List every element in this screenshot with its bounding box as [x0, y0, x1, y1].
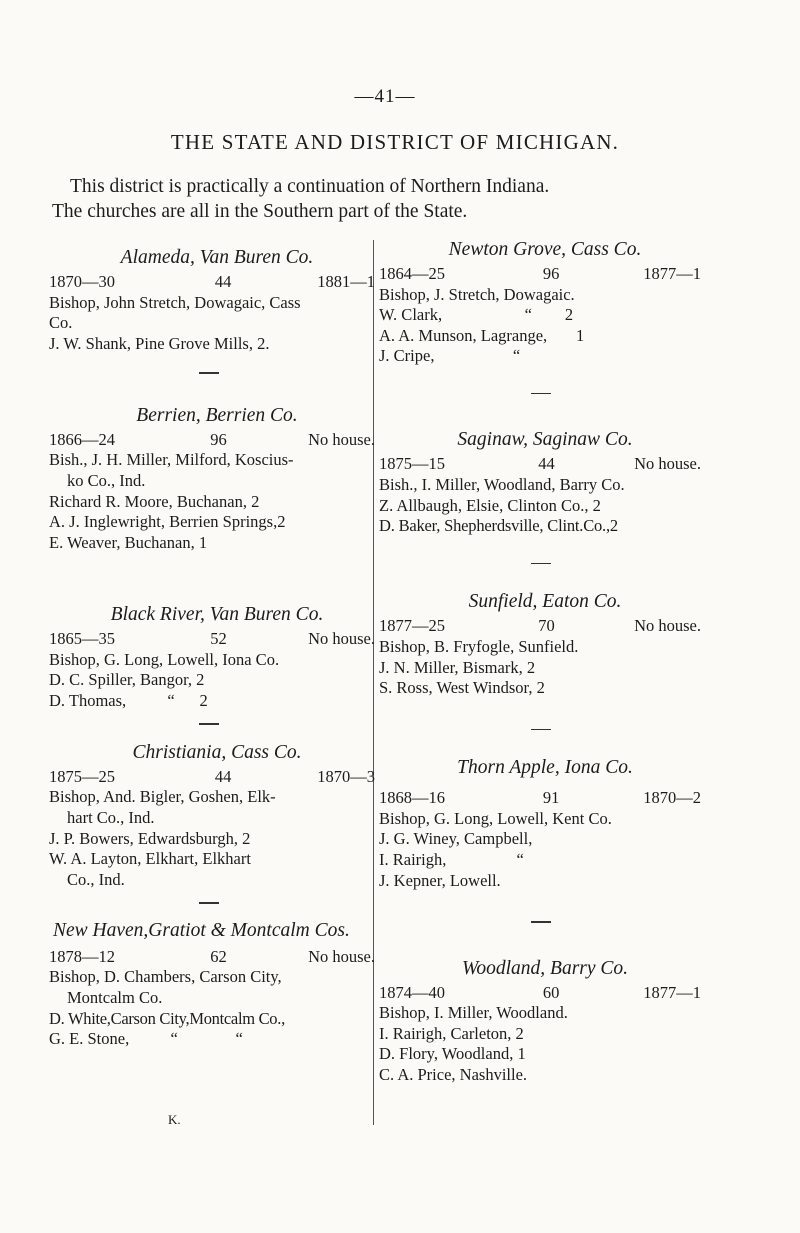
stat-house: No house. — [308, 429, 375, 449]
minister-line: J. G. Winey, Campbell, — [379, 829, 533, 849]
minister-line: S. Ross, West Windsor, 2 — [379, 678, 545, 698]
church-entry-berrien — [49, 404, 375, 554]
minister-line: I. Rairigh, “ — [379, 850, 524, 869]
church-entry-black-river — [49, 603, 375, 711]
church-name: Saginaw, Saginaw Co. — [457, 429, 633, 451]
minister-line: C. A. Price, Nashville. — [379, 1065, 528, 1085]
minister-line: Bishop, I. Miller, Woodland. — [379, 1003, 568, 1023]
stat-members: 91 — [542, 788, 560, 808]
section-separator — [531, 729, 551, 731]
stat-members: 62 — [210, 946, 227, 966]
minister-line: Bishop, G. Long, Lowell, Kent Co. — [379, 808, 612, 828]
stat-members: 96 — [210, 429, 227, 449]
church-stats — [379, 616, 701, 637]
stat-members: 70 — [538, 616, 555, 636]
minister-line: Montcalm Co. — [67, 988, 163, 1008]
section-separator — [531, 921, 551, 923]
stat-organized: 1866—24 — [49, 429, 115, 449]
minister-line: A. J. Inglewright, Berrien Springs,2 — [49, 512, 286, 532]
church-entry-saginaw — [379, 428, 701, 536]
church-entry-thorn-apple — [379, 756, 701, 891]
church-name: New Haven,Gratiot & Montcalm Cos. — [53, 919, 350, 941]
stat-house: 1877—1 — [643, 264, 701, 283]
stat-organized: 1877—25 — [379, 616, 445, 636]
stat-house: No house. — [634, 454, 701, 474]
church-entry-new-haven — [49, 918, 375, 1050]
section-separator — [199, 902, 219, 904]
stat-house: 1881—1 — [317, 272, 375, 291]
church-stats — [379, 454, 701, 475]
church-stats — [49, 767, 375, 788]
stat-members: 52 — [210, 628, 227, 648]
church-name: Christiania, Cass Co. — [132, 741, 302, 763]
left-column — [49, 246, 375, 1050]
minister-line: Richard R. Moore, Buchanan, 2 — [49, 491, 260, 511]
stat-members: 44 — [214, 766, 232, 786]
stat-house: No house. — [308, 946, 375, 966]
stat-house: 1877—1 — [643, 982, 701, 1002]
stat-house: No house. — [634, 616, 701, 636]
minister-line: D. C. Spiller, Bangor, 2 — [49, 670, 205, 690]
church-stats — [49, 629, 375, 650]
minister-line: Bishop, And. Bigler, Goshen, Elk- — [49, 787, 276, 807]
minister-line: Co., Ind. — [67, 869, 125, 889]
church-stats — [379, 264, 701, 285]
church-name: Sunfield, Eaton Co. — [468, 591, 622, 613]
church-name: Black River, Van Buren Co. — [110, 603, 324, 625]
church-entry-christiania — [49, 741, 375, 891]
section-separator — [531, 563, 551, 565]
church-entry-newton-grove — [379, 238, 701, 367]
section-separator — [199, 372, 219, 374]
church-stats — [49, 272, 375, 293]
minister-line: Bishop, D. Chambers, Carson City, — [49, 967, 282, 987]
church-name: Woodland, Barry Co. — [461, 957, 629, 979]
church-stats — [379, 788, 701, 809]
church-entry-woodland — [379, 957, 701, 1086]
minister-line: G. E. Stone, “ “ — [49, 1029, 243, 1049]
minister-line: D. White,Carson City,Montcalm Co., — [49, 1008, 285, 1028]
minister-line: Bish., I. Miller, Woodland, Barry Co. — [379, 475, 625, 495]
minister-line: Bish., J. H. Miller, Milford, Koscius- — [49, 450, 294, 470]
church-name: Thorn Apple, Iona Co. — [457, 757, 633, 779]
church-entry-sunfield — [379, 590, 701, 698]
minister-line: J. Kepner, Lowell. — [379, 870, 501, 890]
church-stats — [379, 983, 701, 1004]
minister-line: Bishop, B. Fryfogle, Sunfield. — [379, 636, 579, 656]
church-name: Newton Grove, Cass Co. — [448, 239, 642, 260]
stat-organized: 1864—25 — [379, 264, 445, 283]
minister-line: ko Co., Ind. — [67, 471, 146, 491]
section-separator — [199, 723, 219, 725]
minister-line: D. Flory, Woodland, 1 — [379, 1044, 526, 1064]
stat-organized: 1875—25 — [49, 766, 115, 786]
church-name: Alameda, Van Buren Co. — [120, 247, 314, 268]
intro-paragraph — [52, 174, 752, 224]
page-title: THE STATE AND DISTRICT OF MICHIGAN. — [170, 130, 620, 154]
minister-line: J. N. Miller, Bismark, 2 — [379, 657, 536, 677]
right-column — [379, 238, 701, 1086]
stat-house: 1870—2 — [643, 788, 701, 808]
stat-organized: 1865—35 — [49, 628, 115, 648]
minister-line: D. Thomas, “ 2 — [49, 690, 208, 710]
minister-line: J. Cripe, “ — [379, 346, 521, 366]
stat-organized: 1868—16 — [379, 788, 445, 808]
church-stats — [49, 947, 375, 968]
stat-members: 44 — [214, 272, 232, 291]
stat-members: 96 — [542, 264, 560, 283]
section-separator — [199, 571, 219, 573]
page-number: —41— — [354, 86, 416, 107]
minister-line: E. Weaver, Buchanan, 1 — [49, 532, 208, 552]
minister-line: D. Baker, Shepherdsville, Clint.Co.,2 — [379, 516, 618, 536]
stat-members: 60 — [542, 982, 560, 1002]
minister-line: W. A. Layton, Elkhart, Elkhart — [49, 849, 251, 869]
stat-organized: 1870—30 — [49, 272, 115, 291]
church-entry-alameda — [49, 246, 375, 354]
section-separator — [531, 393, 551, 395]
minister-line: I. Rairigh, Carleton, 2 — [379, 1023, 524, 1043]
minister-line: J. W. Shank, Pine Grove Mills, 2. — [49, 333, 270, 353]
intro-line: This district is practically a continuation of Northern Indiana. — [70, 176, 550, 197]
signature-mark: K. — [168, 1112, 181, 1127]
minister-line: J. P. Bowers, Edwardsburgh, 2 — [49, 828, 251, 848]
church-stats — [49, 430, 375, 451]
church-name: Berrien, Berrien Co. — [136, 404, 298, 426]
minister-line: Bishop, John Stretch, Dowagaic, Cass — [49, 292, 301, 312]
stat-organized: 1875—15 — [379, 454, 445, 474]
minister-line: Co. — [49, 313, 73, 333]
minister-line: Z. Allbaugh, Elsie, Clinton Co., 2 — [379, 495, 601, 515]
minister-line: W. Clark, “ 2 — [379, 305, 574, 325]
minister-line: hart Co., Ind. — [67, 808, 155, 827]
minister-line: A. A. Munson, Lagrange, 1 — [379, 325, 585, 345]
stat-members: 44 — [538, 454, 555, 474]
stat-organized: 1878—12 — [49, 946, 115, 966]
minister-line: Bishop, G. Long, Lowell, Iona Co. — [49, 649, 280, 669]
stat-house: No house. — [308, 628, 375, 648]
stat-organized: 1874—40 — [379, 982, 445, 1002]
minister-line: Bishop, J. Stretch, Dowagaic. — [379, 284, 575, 304]
intro-line: The churches are all in the Southern part of the State. — [52, 201, 468, 222]
stat-house: 1870—3 — [317, 766, 375, 786]
